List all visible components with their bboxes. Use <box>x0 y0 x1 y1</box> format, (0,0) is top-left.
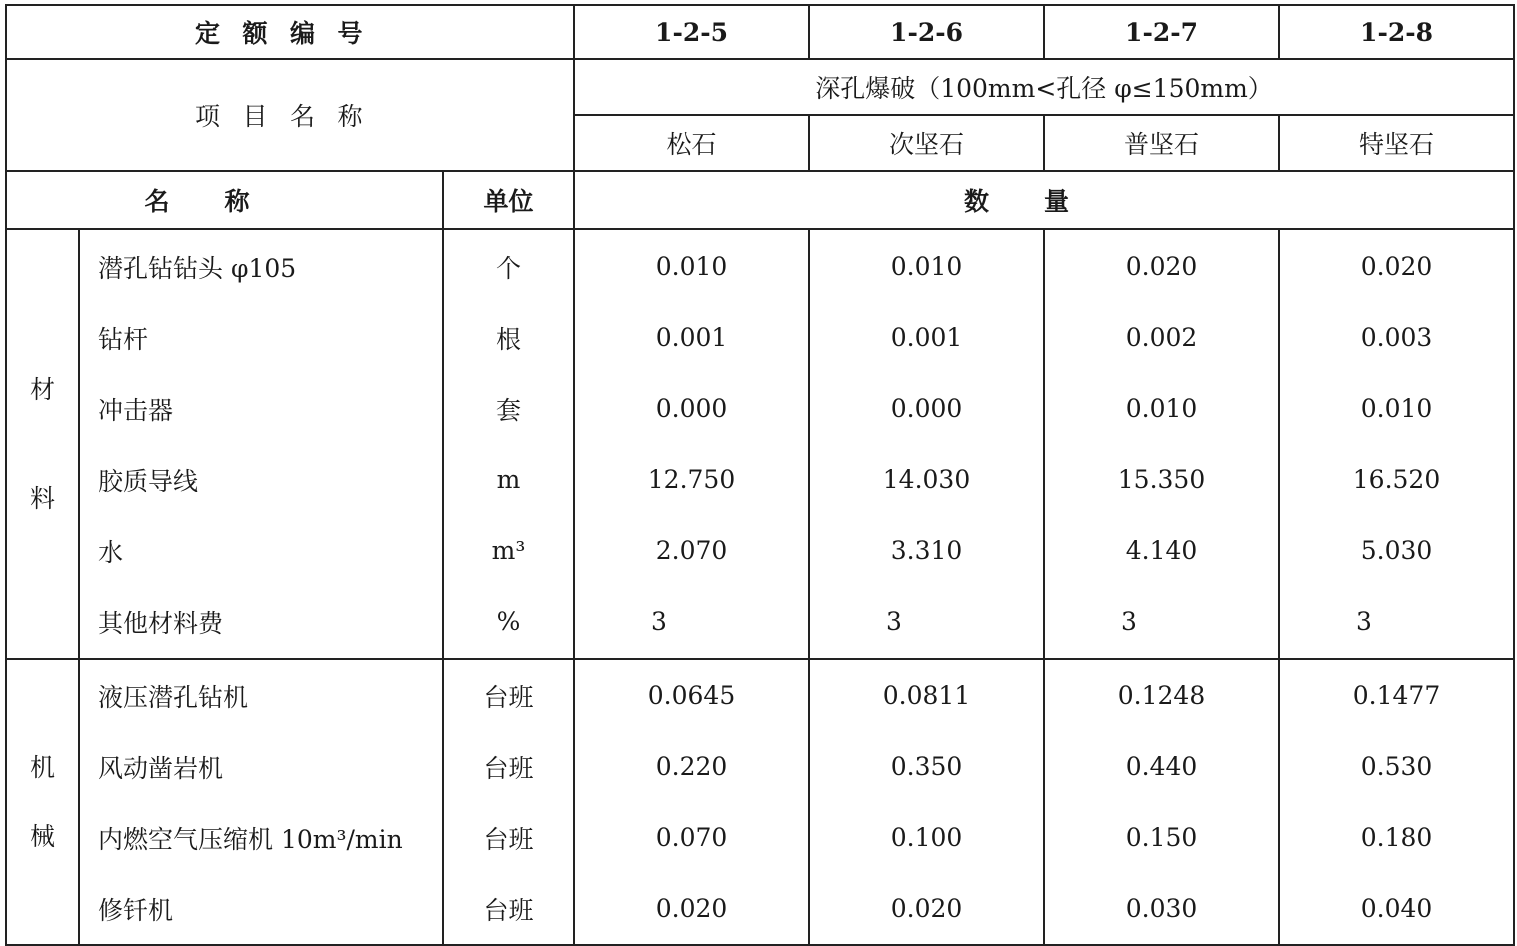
machinery-values-col <box>1279 659 1514 945</box>
material-unit: 套 <box>496 395 522 425</box>
materials-values-col <box>1279 229 1514 659</box>
material-name: 胶质导线 <box>98 466 199 496</box>
material-value: 0.000 <box>655 394 728 423</box>
material-value: 0.003 <box>1360 323 1433 352</box>
category-char: 械 <box>29 822 55 851</box>
machine-unit: 台班 <box>483 824 534 854</box>
machine-name: 风动凿岩机 <box>98 753 224 783</box>
machine-value: 0.1248 <box>1117 681 1206 710</box>
material-value: 15.350 <box>1117 465 1206 494</box>
material-unit: % <box>496 607 521 636</box>
machine-value: 0.1477 <box>1352 681 1441 710</box>
material-value: 3 <box>886 607 902 636</box>
material-value: 2.070 <box>655 536 728 565</box>
materials-values-col <box>574 229 809 659</box>
quota-code: 1-2-8 <box>1279 5 1514 59</box>
material-value: 3 <box>651 607 667 636</box>
materials-values-col <box>809 229 1044 659</box>
machine-value: 0.0645 <box>647 681 736 710</box>
machine-value: 0.030 <box>1125 894 1198 923</box>
material-name: 水 <box>98 537 124 567</box>
quota-code: 1-2-7 <box>1044 5 1279 59</box>
materials-names <box>79 229 443 659</box>
quota-code: 1-2-5 <box>574 5 809 59</box>
machine-unit: 台班 <box>483 682 534 712</box>
material-name: 其他材料费 <box>98 608 224 638</box>
materials-units <box>443 229 574 659</box>
machine-unit: 台班 <box>483 753 534 783</box>
machine-name: 修钎机 <box>98 895 174 925</box>
rock-type: 松石 <box>574 115 809 171</box>
material-value: 16.520 <box>1352 465 1441 494</box>
category-char: 料 <box>29 484 55 513</box>
machinery-category <box>6 659 79 945</box>
material-value: 0.010 <box>1125 394 1198 423</box>
project-group-title: 深孔爆破（100mm<孔径 φ≤150mm） <box>574 59 1514 115</box>
machine-value: 0.0811 <box>882 681 971 710</box>
machine-unit: 台班 <box>483 895 534 925</box>
machine-value: 0.180 <box>1360 823 1433 852</box>
machine-value: 0.220 <box>655 752 728 781</box>
material-name: 潜孔钻钻头 φ105 <box>98 253 297 283</box>
material-value: 0.000 <box>890 394 963 423</box>
material-value: 0.010 <box>890 252 963 281</box>
machine-value: 0.350 <box>890 752 963 781</box>
project-name-label: 项目名称 <box>6 59 574 171</box>
material-value: 0.020 <box>1360 252 1433 281</box>
material-value: 5.030 <box>1360 536 1433 565</box>
machinery-values-col <box>809 659 1044 945</box>
rock-type: 普坚石 <box>1044 115 1279 171</box>
material-unit: 根 <box>496 324 522 354</box>
material-name: 冲击器 <box>98 395 174 425</box>
machine-value: 0.100 <box>890 823 963 852</box>
machine-name: 液压潜孔钻机 <box>98 682 249 712</box>
material-value: 0.020 <box>1125 252 1198 281</box>
category-char: 机 <box>29 753 55 782</box>
material-value: 14.030 <box>882 465 971 494</box>
material-value: 3.310 <box>890 536 963 565</box>
unit-column-header: 单位 <box>443 171 574 229</box>
quota-code: 1-2-6 <box>809 5 1044 59</box>
material-value: 0.001 <box>890 323 963 352</box>
machine-value: 0.020 <box>890 894 963 923</box>
machine-value: 0.150 <box>1125 823 1198 852</box>
material-name: 钻杆 <box>98 324 149 354</box>
category-char: 材 <box>29 375 55 404</box>
materials-values-col <box>1044 229 1279 659</box>
material-unit: m <box>496 465 521 494</box>
material-value: 0.002 <box>1125 323 1198 352</box>
rock-type: 次坚石 <box>809 115 1044 171</box>
material-value: 0.010 <box>1360 394 1433 423</box>
machine-value: 0.440 <box>1125 752 1198 781</box>
quota-table <box>5 4 1515 946</box>
material-value: 0.010 <box>655 252 728 281</box>
materials-category <box>6 229 79 659</box>
quantity-column-header: 数量 <box>574 171 1514 229</box>
quota-number-label: 定额编号 <box>6 5 574 59</box>
material-value: 0.001 <box>655 323 728 352</box>
machine-name: 内燃空气压缩机 10m³/min <box>98 824 403 854</box>
material-value: 3 <box>1121 607 1137 636</box>
material-unit: m³ <box>491 536 526 565</box>
machine-value: 0.530 <box>1360 752 1433 781</box>
machinery-units <box>443 659 574 945</box>
machinery-values-col <box>574 659 809 945</box>
material-value: 4.140 <box>1125 536 1198 565</box>
machine-value: 0.020 <box>655 894 728 923</box>
material-value: 12.750 <box>647 465 736 494</box>
machine-value: 0.040 <box>1360 894 1433 923</box>
rock-type: 特坚石 <box>1279 115 1514 171</box>
name-column-header: 名称 <box>6 171 443 229</box>
material-value: 3 <box>1356 607 1372 636</box>
material-unit: 个 <box>496 253 522 283</box>
machine-value: 0.070 <box>655 823 728 852</box>
machinery-values-col <box>1044 659 1279 945</box>
machinery-names <box>79 659 443 945</box>
